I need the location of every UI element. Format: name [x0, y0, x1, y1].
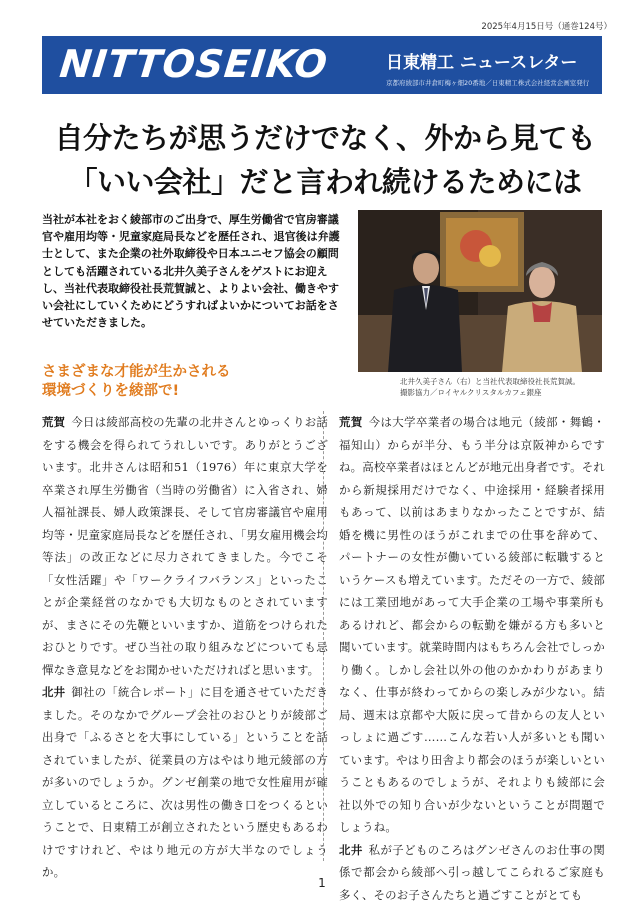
dialogue-text: 御社の「統合レポート」に目を通させていただきました。そのなかでグループ会社のおひとりが綾部ご出身で「ふるさとを大事にしている」ということを話されていましたが、従業員の方はやはり地元綾部の方が多いのでしょうか。グンゼ創業の地で女性雇用が確立しているところに、次は男性の働き口をつくるということで、日東精工が創立されたという歴史もあるわけですけれど、やはり地元の方が大半なのでしょうか。 [42, 685, 328, 879]
speaker-name: 荒賀 [339, 415, 363, 429]
photo-caption [400, 376, 610, 398]
speaker-name: 荒賀 [42, 415, 66, 429]
dialogue-paragraph [42, 681, 328, 884]
photo-caption-line-2: 撮影協力／ロイヤルクリスタルカフェ銀座 [400, 388, 542, 397]
dialogue-text: 今は大学卒業者の場合は地元（綾部・舞鶴・福知山）からが半分、もう半分は京阪神からですね。高校卒業者はほとんどが地元出身者です。それから新規採用だけでなく、中途採用・経験者採用もあって、以前はあまりなかったことですが、結婚を機に男性のほうがこれまでの仕事を辞めて、パートナーの女性が働いている綾部に転職するというケースも増えています。ただその一方で、綾部には工業団地があって大手企業の工場や事業所もあるけれど、都会からの転勤を嫌がる方も多いと聞いています。就業時間内はもちろん会社でしっかり働く。しかし会社以外の他のかかわりがあまりなく、仕事が終わってからの楽しみが少ない。結局、週末は京都や大阪に戻って昔からの友人といっしょに過ごす……こんな若い人が多いとも聞いています。やはり田舎より都会のほうが楽しいということもあるのでしょうが、それよりも綾部に会社以外での知り合いが少ないということが問題でしょうね。 [339, 415, 605, 834]
photo-caption-line-1: 北井久美子さん（右）と当社代表取締役社長荒賀誠。 [400, 377, 580, 386]
speaker-name: 北井 [339, 842, 363, 857]
dialogue-paragraph [339, 839, 605, 907]
subhead-line-2: 環境づくりを綾部で! [42, 383, 180, 399]
section-subhead [42, 363, 302, 401]
masthead-banner [42, 36, 602, 94]
brand-logo: NITTOSEIKO [57, 42, 331, 86]
dialogue-paragraph [339, 411, 605, 839]
headline-line-2: 「いい会社」だと言われ続けるためには [68, 165, 582, 199]
right-column [339, 411, 605, 906]
publisher-line: 京都府綾部市井倉町梅ヶ畑20番地／日東精工株式会社経営企画室発行 [386, 79, 590, 87]
column-divider [323, 411, 324, 861]
dialogue-paragraph [42, 411, 328, 681]
subhead-line-1: さまざまな才能が生かされる [42, 364, 231, 380]
interview-photo [358, 210, 602, 372]
dialogue-text: 私が子どものころはグンゼさんのお仕事の関係で都会から綾部へ引っ越してこられるご家庭も多く、そのお子さんたちと過ごすことがとても [339, 842, 605, 902]
left-column [42, 411, 328, 884]
newsletter-title: 日東精工 ニュースレター [386, 53, 578, 73]
issue-date: 2025年4月15日号（通巻124号） [481, 22, 612, 32]
dialogue-text: 今日は綾部高校の先輩の北井さんとゆっくりお話をする機会を得られてうれしいです。ありがとうございます。北井さんは昭和51（1976）年に東京大学を卒業され厚生労働省（当時の労働省）に入省され、婦人福祉課長、婦人政策課長、そして官房審議官や雇用均等・児童家庭局長などを歴任され、「男女雇用機会均等法」の改正などに尽力されてきました。今でこそ「女性活躍」や「ワークライフバランス」といったことが企業経営のなかでも大切なものとされていますが、まさにその先鞭といいますか、道筋をつけられたおひとりです。ぜひ当社の取り組みなどについても忌憚なき意見などをお聞かせいただければと思います。 [42, 415, 328, 677]
speaker-name: 北井 [42, 685, 66, 699]
intro-lead: 当社が本社をおく綾部市のご出身で、厚生労働省で官房審議官や雇用均等・児童家庭局長などを歴任され、退官後は弁護士として、また企業の社外取締役や日本ユニセフ協会の顧問としても活躍されている北井久美子さんをゲストにお迎えし、当社代表取締役社長荒賀誠と、よりよい会社、働きやすい会社にしていくためにどうすればよいかについてお話をさせていただきました。 [42, 213, 340, 330]
headline-line-1: 自分たちが思うだけでなく、外から見ても [54, 121, 596, 155]
page-number: 1 [318, 876, 326, 890]
